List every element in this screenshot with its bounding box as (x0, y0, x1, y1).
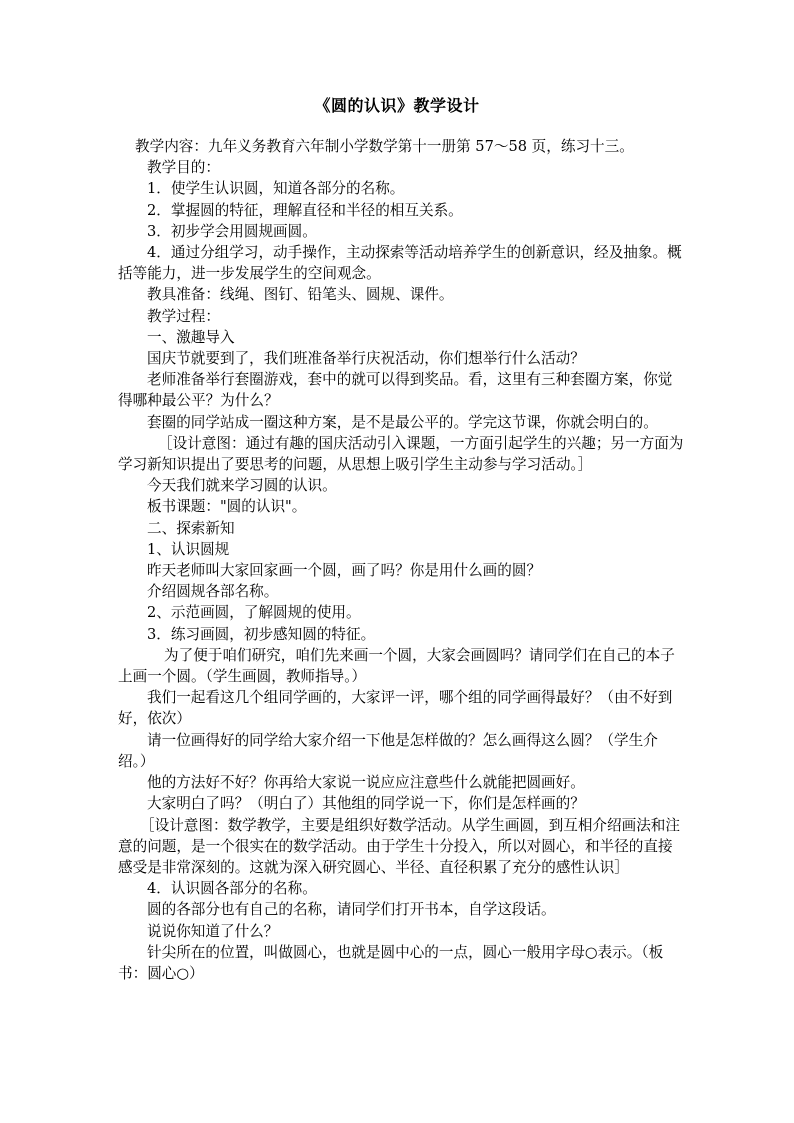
design-intent-note: ［设计意图：通过有趣的国庆活动引入课题，一方面引起学生的兴趣；另一方面为学习新知识提出了要思考的问题，从思想上吸引学生主动参与学习活动。］ (118, 434, 684, 474)
sub-heading-parts: 4．认识圆各部分的名称。 (147, 880, 317, 898)
paragraph: 今天我们就来学习圆的认识。 (147, 477, 337, 495)
paragraph: 他的方法好不好？你再给大家说一说应应注意些什么就能把圆画好。 (147, 774, 585, 792)
paragraph: 大家明白了吗？（明白了）其他组的同学说一下，你们是怎样画的？ (147, 795, 585, 813)
design-intent-note: ［设计意图：数学教学，主要是组织好数学活动。从学生画圆，到互相介绍画法和注意的问题，是一个很实在的数学活动。由于学生十分投入，所以对圆心，和半径的直接感受是非常深刻的。这就为深入研究圆心、半径、直径积累了充分的感性认识］ (118, 816, 680, 876)
paragraph: 圆的各部分也有自己的名称，请同学们打开书本，自学这段话。 (147, 901, 556, 919)
sub-heading-compass: 1、认识圆规 (147, 540, 230, 558)
paragraph: 针尖所在的位置，叫做圆心，也就是圆中心的一点，圆心一般用字母○表示。（板书：圆心○） (118, 943, 664, 982)
paragraph-objective-1: 1．使学生认识圆，知道各部分的名称。 (147, 180, 405, 198)
paragraph: 为了便于咱们研究，咱们先来画一个圆，大家会画圆吗？请同学们在自己的本子上画一个圆。（学生画圆，教师指导。） (118, 646, 675, 686)
paragraph-materials: 教具准备：线绳、图钉、铅笔头、圆规、课件。 (147, 286, 454, 304)
paragraph-objective-4: 4．通过分组学习，动手操作，主动探索等活动培养学生的创新意识，经及抽象。概括等能力，进一步发展学生的空间观念。 (118, 244, 682, 283)
paragraph: 我们一起看这几个组同学画的，大家评一评，哪个组的同学画得最好？（由不好到好，依次） (118, 689, 673, 728)
sub-heading-demo: 2、示范画圆，了解圆规的使用。 (147, 604, 361, 622)
paragraph: 昨天老师叫大家回家画一个圆，画了吗？你是用什么画的圆？ (147, 562, 542, 580)
paragraph: 介绍圆规各部名称。 (147, 583, 279, 601)
paragraph-process-heading: 教学过程： (147, 307, 220, 325)
paragraph-content: 教学内容：九年义务教育六年制小学数学第十一册第 57～58 页，练习十三。 (135, 138, 634, 155)
paragraph: 说说你知道了什么？ (147, 922, 279, 940)
section-heading-explore: 二、探索新知 (147, 519, 235, 537)
paragraph-objective-3: 3．初步学会用圆规画圆。 (147, 222, 317, 240)
paragraph-objective-2: 2．掌握圆的特征，理解直径和半径的相互关系。 (147, 201, 463, 219)
paragraph-board-title: 板书课题："圆的认识"。 (147, 498, 307, 516)
sub-heading-practice: 3．练习画圆，初步感知圆的特征。 (147, 625, 376, 643)
paragraph: 套圈的同学站成一圈这种方案，是不是最公平的。学完这节课，你就会明白的。 (147, 413, 658, 431)
paragraph: 请一位画得好的同学给大家介绍一下他是怎样做的？怎么画得这么圆？（学生介绍。） (118, 731, 658, 770)
document-body (118, 136, 686, 984)
section-heading-intro: 一、激趣导入 (147, 328, 235, 346)
document-title: 《圆的认识》教学设计 (314, 96, 480, 115)
paragraph: 国庆节就要到了，我们班准备举行庆祝活动，你们想举行什么活动？ (147, 350, 585, 368)
paragraph: 老师准备举行套圈游戏，套中的就可以得到奖品。看，这里有三种套圈方案，你觉得哪种最公平？为什么？ (118, 371, 673, 410)
paragraph-objectives-heading: 教学目的： (147, 159, 220, 177)
